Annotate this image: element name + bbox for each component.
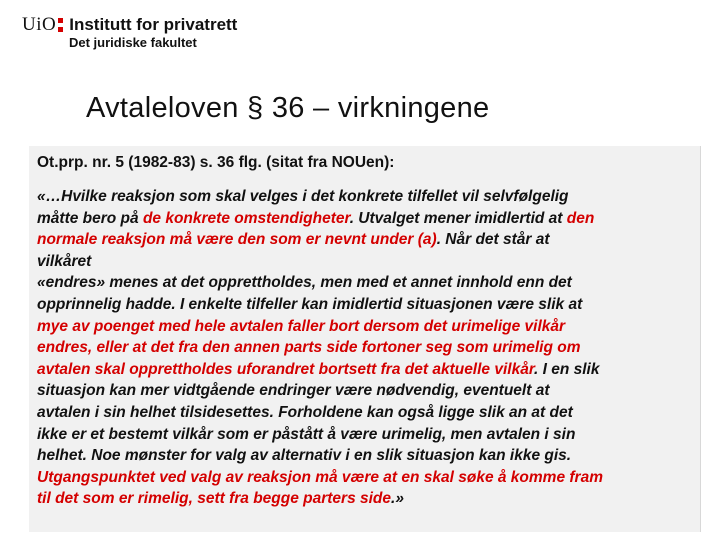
quote-line: vilkåret xyxy=(37,252,92,270)
slide-title: Avtaleloven § 36 – virkningene xyxy=(86,92,490,124)
quote-line: helhet. Noe mønster for valg av alternativ i en slik situasjon kan ikke gis. xyxy=(37,447,572,465)
quote-segment: . I en slik xyxy=(534,360,600,378)
logo-colon-icon xyxy=(58,16,63,34)
institute-name: Institutt for privatrett xyxy=(69,15,238,34)
quote-highlight: til det som er rimelig, sett fra begge parters side xyxy=(37,490,392,508)
quote-box xyxy=(29,146,701,532)
quote-highlight: normale reaksjon må være den som er nevnt under (a) xyxy=(37,231,437,249)
quote-segment: . Når det står at xyxy=(436,231,550,249)
quote-line: avtalen i sin helhet tilsidesettes. Forholdene kan også ligge slik an at det xyxy=(37,403,573,421)
quote-line: opprinnelig hadde. I enkelte tilfeller kan imidlertid situasjonen være slik at xyxy=(37,295,583,313)
quote-highlight: endres, eller at det fra den annen parts side fortoner seg som urimelig om xyxy=(37,339,581,357)
quote-segment: .» xyxy=(391,490,404,508)
institution-header xyxy=(22,14,237,50)
logo-line xyxy=(22,14,237,36)
source-citation: Ot.prp. nr. 5 (1982-83) s. 36 flg. (sitat fra NOUen): xyxy=(37,154,395,171)
quote-highlight: den xyxy=(566,209,595,227)
quote-segment: . Utvalget mener imidlertid at xyxy=(349,209,567,227)
quote-line: ikke er et bestemt vilkår som er påstått å være urimelig, men avtalen i sin xyxy=(37,425,576,443)
quote-line: «…Hvilke reaksjon som skal velges i det konkrete tilfellet vil selvfølgelig xyxy=(37,188,569,205)
quote-text xyxy=(37,186,693,510)
quote-highlight: mye av poenget med hele avtalen faller bort dersom det urimelige vilkår xyxy=(37,317,566,335)
quote-line: situasjon kan mer vidtgående endringer være nødvendig, eventuelt at xyxy=(37,382,550,400)
quote-highlight: Utgangspunktet ved valg av reaksjon må være at en skal søke å komme fram xyxy=(37,468,603,486)
quote-segment: måtte bero på xyxy=(37,209,143,227)
uio-logo: UiO xyxy=(22,14,57,35)
quote-highlight: avtalen skal opprettholdes uforandret bortsett fra det aktuelle vilkår xyxy=(37,360,534,378)
quote-highlight: de konkrete omstendigheter xyxy=(142,209,350,227)
quote-line: «endres» menes at det opprettholdes, men med et annet innhold enn det xyxy=(37,274,572,292)
faculty-name: Det juridiske fakultet xyxy=(69,35,197,50)
